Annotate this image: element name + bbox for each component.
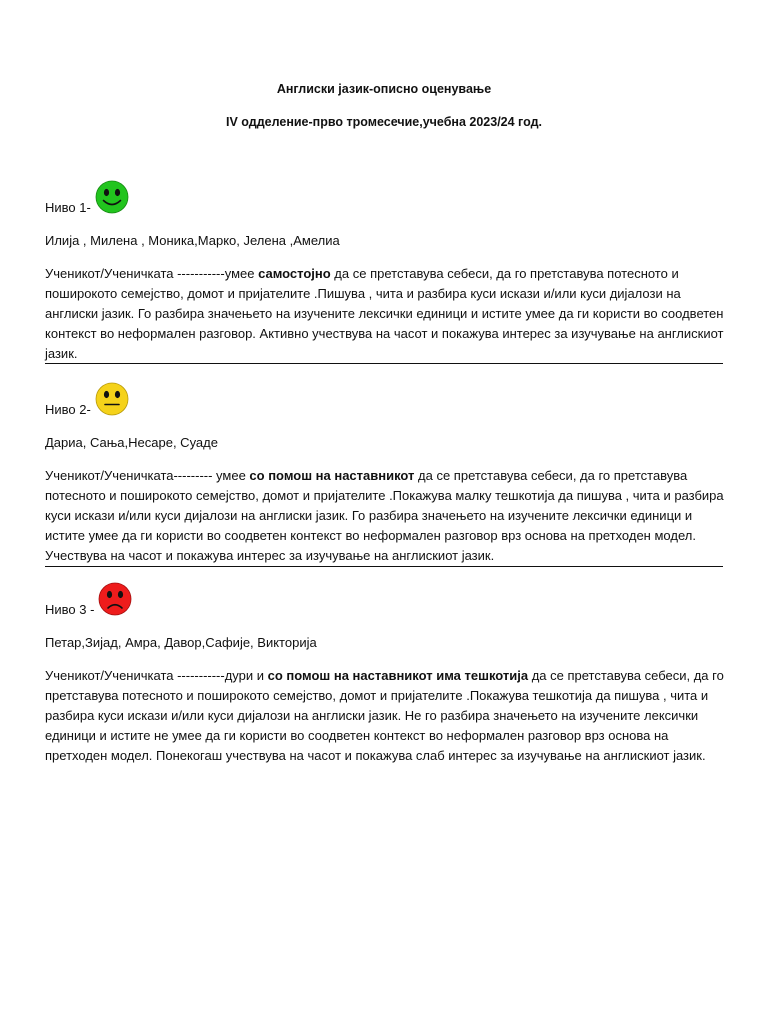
level-3-names: Петар,Зијад, Амра, Давор,Сафије, Викторија [45, 635, 317, 650]
level-2-names: Дариа, Сања,Несаре, Суаде [45, 435, 218, 450]
level-2-text-start: Ученикот/Ученичката--------- умее [45, 468, 250, 483]
section-divider [45, 566, 723, 567]
level-3-description [45, 666, 725, 766]
level-1-names: Илија , Милена , Моника,Марко, Јелена ,Амелиа [45, 233, 340, 248]
level-3-heading [45, 580, 132, 620]
level-2-label: Ниво 2- [45, 402, 91, 417]
level-1-label: Ниво 1- [45, 200, 91, 215]
level-2-text-rest: да се претставува себеси, да го претставува потесното и поширокото семејство, домот и пријателите .Покажува малку тешкотија да пишува , чита и разбира куси искази и/или куси дијалози на англиски јазик. Го разбира значењето на изучените лексички единици и истите умее да ги користи во соодветен контекст во неформален разговор врз основа на претходен модел. Учествува на часот и покажува интерес за изучување на англискиот јазик. [45, 468, 724, 563]
level-1-heading [45, 178, 129, 218]
section-divider [45, 363, 723, 364]
level-1-text-bold: самостојно [258, 266, 331, 281]
level-1-description [45, 264, 725, 364]
document-subtitle: IV одделение-прво тромесечие,учебна 2023/24 год. [226, 115, 542, 129]
document-title: Англиски јазик-описно оценување [276, 82, 492, 96]
level-2-text-bold: со помош на наставникот [249, 468, 415, 483]
level-1-text-rest: да се претставува себеси, да го претставува потесното и поширокото семејство, домот и пријателите .Пишува , чита и разбира куси искази и/или куси дијалози на англиски јазик. Го разбира значењето на изучените лексички единици и истите умее да ги користи во соодветен контекст во неформален разговор. Активно учествува на часот и покажува интерес за изучување на англискиот јазик. [45, 266, 724, 361]
level-3-text-start: Ученикот/Ученичката -----------дури и [45, 668, 268, 683]
level-2-heading [45, 380, 129, 420]
neutral-face-icon [95, 382, 129, 416]
happy-face-icon [95, 180, 129, 214]
level-3-text-bold: со помош на наставникот има тешкотија [267, 668, 529, 683]
level-1-text-start: Ученикот/Ученичката -----------умее [45, 266, 259, 281]
level-3-text-rest: да се претставува себеси, да го претставува потесното и поширокото семејство, домот и пријателите .Покажува тешкотија да пишува , чита и разбира куси искази и/или куси дијалози на англиски јазик. Не го разбира значењето на изучените лексички единици и истите не умее да ги користи во соодветен контекст во неформален разговор врз основа на претходен модел. Понекогаш учествува на часот и покажува слаб интерес за изучување на англискиот јазик. [45, 668, 724, 763]
level-3-label: Ниво 3 - [45, 602, 95, 617]
sad-face-icon [98, 582, 132, 616]
level-2-description [45, 466, 725, 566]
